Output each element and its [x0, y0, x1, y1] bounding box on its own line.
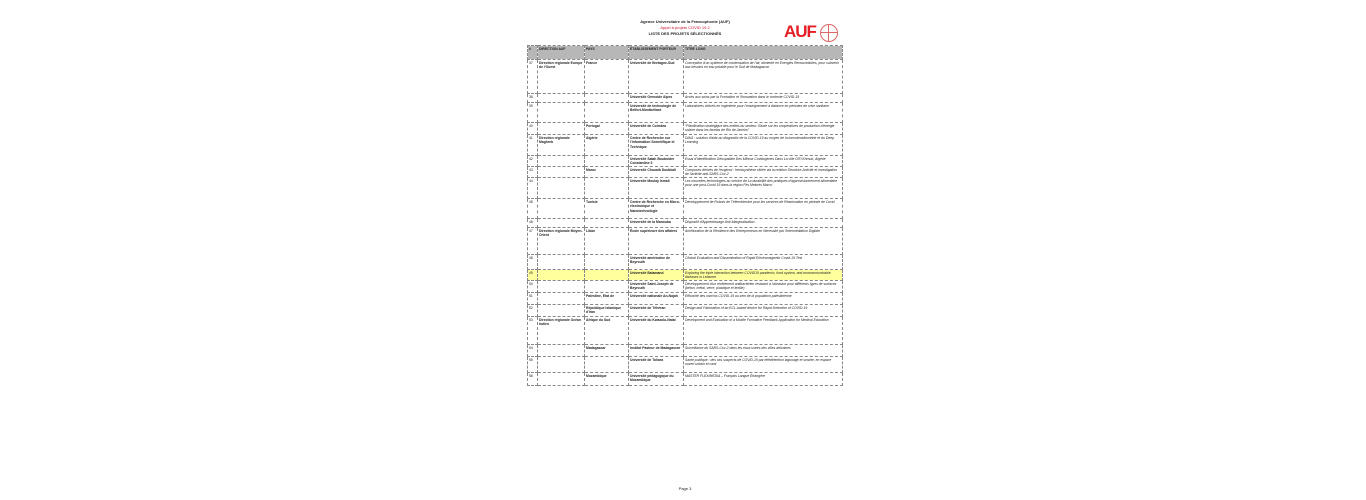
project-title-cell: Essai d'Identification Géospatiale Des Milieux Covidogènes Dans La ville D'El Khroub, Algérie: [684, 156, 843, 167]
col-direction-header: DIRECTION AUF: [538, 46, 585, 60]
table-row: [528, 357, 843, 373]
row-number-cell: 54: [528, 345, 538, 357]
row-number-cell: 45: [528, 199, 538, 219]
row-number-cell: 37: [528, 60, 538, 94]
table-row: [528, 281, 843, 293]
project-title-cell: Laboratoires virtuels en ingénierie pour l'enseignement à distance en périodes de crise sanitaire: [684, 103, 843, 123]
row-number-cell: 49: [528, 270, 538, 281]
project-title-cell: Composés dérivés de l'eugénol : hémisynthèse ciblée via la relation Structure-Activité et investigation de l'activité anti-SARS-Cov-2: [684, 167, 843, 178]
row-number-cell: 46: [528, 219, 538, 228]
row-number-cell: 56: [528, 373, 538, 386]
row-number-cell: 41: [528, 135, 538, 156]
project-title-cell: Clinical Evaluation and Dissemination of Rapid Electromagnetic Covid-19 Test: [684, 255, 843, 270]
row-number-cell: 38: [528, 94, 538, 103]
institution-cell: Université Salah Boubnider Constantine 3: [629, 156, 684, 167]
direction-cell: [538, 167, 585, 178]
table-row: [528, 199, 843, 219]
globe-icon: [820, 24, 838, 42]
institution-cell: Université de la Manouba: [629, 219, 684, 228]
project-title-cell: Surveillance du SARS-Cov-2 dans les eaux usées des villes africaines: [684, 345, 843, 357]
page-number: Page 3: [678, 486, 692, 491]
direction-cell: Direction régionale Moyen-Orient: [538, 228, 585, 255]
table-row: [528, 255, 843, 270]
document-page: [527, 14, 843, 494]
project-title-cell: Efficacité des vaccins COVID-19 au sein de la population palestinienne: [684, 293, 843, 305]
country-cell: Afrique du Sud: [585, 317, 629, 345]
table-row: [528, 228, 843, 255]
table-row: [528, 178, 843, 199]
col-number-header: #: [528, 46, 538, 60]
list-title: LISTE DES PROJETS SÉLECTIONNÉS: [648, 31, 722, 36]
institution-cell: Institut Pasteur de Madagascar: [629, 345, 684, 357]
direction-cell: [538, 345, 585, 357]
institution-cell: Université américaine de Beyrouth: [629, 255, 684, 270]
row-number-cell: 48: [528, 255, 538, 270]
country-cell: [585, 156, 629, 167]
direction-cell: [538, 293, 585, 305]
direction-cell: [538, 357, 585, 373]
institution-cell: Université nationale An-Najah: [629, 293, 684, 305]
institution-cell: Université de Coimbra: [629, 123, 684, 135]
table-row: [528, 270, 843, 281]
country-cell: [585, 357, 629, 373]
direction-cell: [538, 103, 585, 123]
row-number-cell: 51: [528, 293, 538, 305]
row-number-cell: 44: [528, 178, 538, 199]
project-title-cell: DIAG : solution d'aide au diagnostic de la COVID-19 au moyen de la tomodensitométrie et du Deep Learning: [684, 135, 843, 156]
table-header-row: [528, 46, 843, 60]
institution-cell: Université de Téhéran: [629, 305, 684, 317]
country-cell: France: [585, 60, 629, 94]
table-row: [528, 123, 843, 135]
institution-cell: Université Saint-Joseph de Beyrouth: [629, 281, 684, 293]
direction-cell: [538, 373, 585, 386]
table-row: [528, 94, 843, 103]
country-cell: [585, 255, 629, 270]
institution-cell: Université de Bretagne-Sud: [629, 60, 684, 94]
direction-cell: [538, 270, 585, 281]
agency-title: Agence Universitaire de la Francophonie (AUF): [640, 19, 730, 24]
country-cell: [585, 94, 629, 103]
institution-cell: Université Grenoble Alpes: [629, 94, 684, 103]
institution-cell: École supérieure des affaires: [629, 228, 684, 255]
col-country-header: PAYS: [585, 46, 629, 60]
project-title-cell: Les nouvelles technologies au service de La durabilité des pratiques d'approvisionnement alimentaire pour une post-Covid 19 dans la région Fès Meknès Maroc: [684, 178, 843, 199]
project-title-cell: "Planification stratégique des entités du secteur: Etude sur les coopératives de production d'énergie solaire dans les favelas de Rio de Janeiro": [684, 123, 843, 135]
auf-logo: [784, 22, 842, 44]
row-number-cell: 52: [528, 305, 538, 317]
table-row: [528, 219, 843, 228]
institution-cell: Centre de Recherche sur l'Information Scientifique et Technique: [629, 135, 684, 156]
country-cell: République islamique d'Iran: [585, 305, 629, 317]
table-body: [528, 60, 843, 386]
institution-cell: Université de Toliara: [629, 357, 684, 373]
country-cell: [585, 281, 629, 293]
table-row: [528, 60, 843, 94]
project-title-cell: Development and Evaluation of a Mobile Formative Feedback Application for Medical Education: [684, 317, 843, 345]
table-row: [528, 373, 843, 386]
institution-cell: Université pédagogique du Mozambique: [629, 373, 684, 386]
country-cell: Mozambique: [585, 373, 629, 386]
project-title-cell: Amélioration de la Résilience des Entrepreneurs en Nécessité par l'Intermédiation Digitale: [684, 228, 843, 255]
logo-text: AUF: [784, 22, 816, 41]
institution-cell: Université Chouaib Doukkali: [629, 167, 684, 178]
country-cell: Liban: [585, 228, 629, 255]
country-cell: Madagascar: [585, 345, 629, 357]
projects-table: [527, 45, 843, 386]
row-number-cell: 40: [528, 123, 538, 135]
country-cell: Tunisie: [585, 199, 629, 219]
table-row: [528, 103, 843, 123]
direction-cell: [538, 281, 585, 293]
project-title-cell: MASTER FLEXIMEDIA – Français Langue Étrangère: [684, 373, 843, 386]
table-row: [528, 135, 843, 156]
country-cell: [585, 178, 629, 199]
project-title-cell: Dispositif d'Apprentissage Anti-Marginalisation: [684, 219, 843, 228]
country-cell: Algérie: [585, 135, 629, 156]
direction-cell: [538, 178, 585, 199]
table-row: [528, 305, 843, 317]
country-cell: [585, 103, 629, 123]
row-number-cell: 55: [528, 357, 538, 373]
row-number-cell: 39: [528, 103, 538, 123]
country-cell: Palestine, Etat de: [585, 293, 629, 305]
table-row: [528, 345, 843, 357]
institution-cell: Université Balamand: [629, 270, 684, 281]
direction-cell: Direction régionale Maghreb: [538, 135, 585, 156]
direction-cell: [538, 305, 585, 317]
direction-cell: [538, 156, 585, 167]
project-title-cell: Accès aux soins par la Formation et l'Innovation dans le contexte COVID-19: [684, 94, 843, 103]
row-number-cell: 53: [528, 317, 538, 345]
call-title: Appel à projets COVID 19.2: [660, 25, 710, 30]
col-title-header: TITRE LONG: [684, 46, 843, 60]
institution-cell: Université Moulay Ismail: [629, 178, 684, 199]
country-cell: Portugal: [585, 123, 629, 135]
direction-cell: Direction régionale Océan Indien: [538, 317, 585, 345]
project-title-cell: Développement de Robots de Télémédecine pour les services de Réanimation en période de Covid: [684, 199, 843, 219]
table-row: [528, 167, 843, 178]
project-title-cell: Design and Fabrication of an ECL-based device for Rapid Detection of COVID-19: [684, 305, 843, 317]
row-number-cell: 50: [528, 281, 538, 293]
project-title-cell: Développement d'un revêtement antibactérien résistant à l'abrasion pour différents types de surfaces (béton, métal, verre, plastique et textile): [684, 281, 843, 293]
project-title-cell: Exploring the triple interaction between COVID19 pandemic, food system, and noncommunicable diseases in Lebanon: [684, 270, 843, 281]
institution-cell: Centre de Recherche en Micro-électronique et Nanotechnologie: [629, 199, 684, 219]
project-title-cell: Santé publique : des cas suspects de COVID-19 par télédétection lagunage et smarte, en espace ouvert urbain et rural: [684, 357, 843, 373]
institution-cell: Université de technologie de Belfort-Montbéliard: [629, 103, 684, 123]
row-number-cell: 42: [528, 156, 538, 167]
institution-cell: Université du Kwazulu-Natal: [629, 317, 684, 345]
col-institution-header: ÉTABLISSEMENT PORTEUR: [629, 46, 684, 60]
direction-cell: Direction régionale Europe de l'Ouest: [538, 60, 585, 94]
project-title-cell: Conception d'un système de condensation de l'air, alimenté en Energies Renouvelables, pour subvenir aux besoins en eau potable pour le Sud de Madagascar: [684, 60, 843, 94]
direction-cell: [538, 219, 585, 228]
row-number-cell: 47: [528, 228, 538, 255]
table-row: [528, 156, 843, 167]
country-cell: [585, 270, 629, 281]
table-row: [528, 293, 843, 305]
country-cell: [585, 219, 629, 228]
direction-cell: [538, 94, 585, 103]
direction-cell: [538, 255, 585, 270]
country-cell: Maroc: [585, 167, 629, 178]
direction-cell: [538, 123, 585, 135]
row-number-cell: 43: [528, 167, 538, 178]
table-row: [528, 317, 843, 345]
direction-cell: [538, 199, 585, 219]
